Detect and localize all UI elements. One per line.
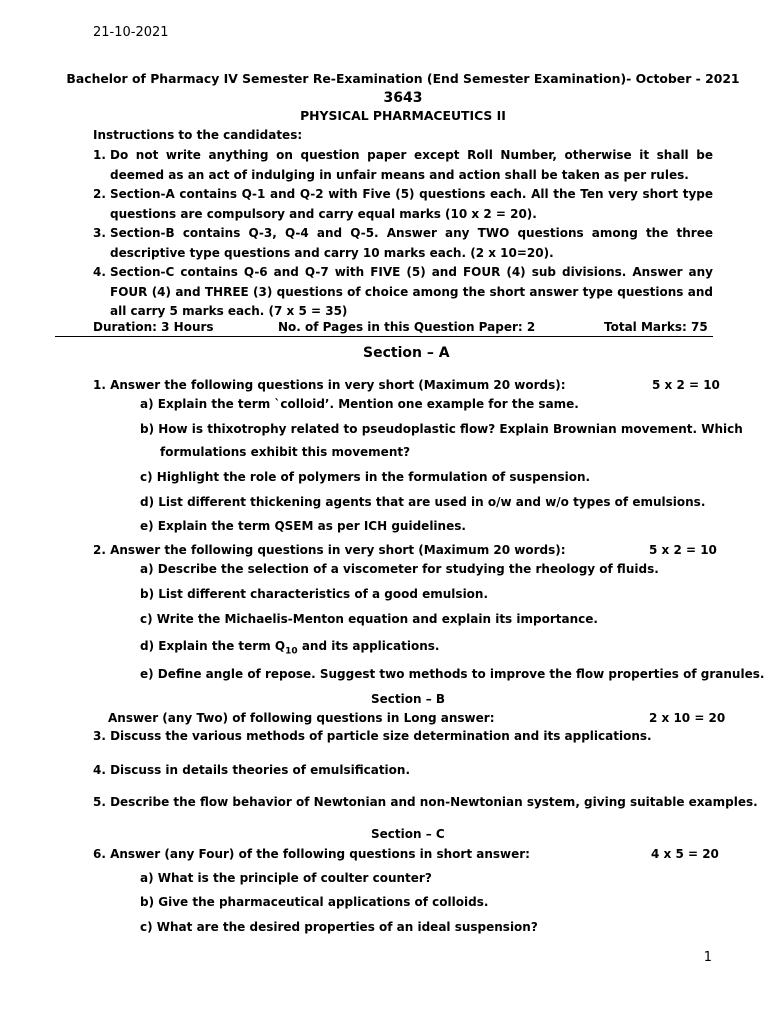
question-5: 5. Describe the flow behavior of Newtonian and non-Newtonian system, giving suitable examples. xyxy=(93,795,758,809)
instruction-number: 4. xyxy=(93,265,106,279)
instruction-text: Do not write anything on question paper except Roll Number, otherwise it shall be deemed as an act of indulging in unfair means and action shall be taken as per rules. xyxy=(110,148,713,182)
q2-a: a) Describe the selection of a viscometer for studying the rheology of fluids. xyxy=(140,562,659,576)
instruction-2 xyxy=(93,185,713,224)
page-number: 1 xyxy=(703,950,712,965)
instruction-number: 2. xyxy=(93,187,106,201)
question-1-marks: 5 x 2 = 10 xyxy=(652,378,720,392)
question-1: 1. Answer the following questions in very short (Maximum 20 words): xyxy=(93,378,566,392)
page-count: No. of Pages in this Question Paper: 2 xyxy=(278,320,536,334)
question-2: 2. Answer the following questions in very short (Maximum 20 words): xyxy=(93,543,566,557)
subject-title: PHYSICAL PHARMACEUTICS II xyxy=(300,108,506,123)
q2-e: e) Define angle of repose. Suggest two methods to improve the flow properties of granules. xyxy=(140,667,765,681)
question-3: 3. Discuss the various methods of particle size determination and its applications. xyxy=(93,729,652,743)
question-4: 4. Discuss in details theories of emulsification. xyxy=(93,763,411,777)
q2-d xyxy=(140,639,439,656)
total-marks: Total Marks: 75 xyxy=(604,320,708,334)
header-divider xyxy=(55,336,713,337)
instruction-text: Section-B contains Q-3, Q-4 and Q-5. Answer any TWO questions among the three descriptive type questions and carry 10 marks each. (2 x 10=20). xyxy=(110,226,713,260)
q1-c: c) Highlight the role of polymers in the formulation of suspension. xyxy=(140,470,591,484)
q1-b-line1: b) How is thixotrophy related to pseudoplastic flow? Explain Brownian movement. Which xyxy=(140,422,743,436)
instruction-number: 3. xyxy=(93,226,106,240)
q1-e: e) Explain the term QSEM as per ICH guidelines. xyxy=(140,519,466,533)
instructions-heading: Instructions to the candidates: xyxy=(93,128,303,142)
section-c-title: Section – C xyxy=(371,827,445,841)
instruction-3 xyxy=(93,224,713,263)
question-6-marks: 4 x 5 = 20 xyxy=(651,847,719,861)
question-2-marks: 5 x 2 = 10 xyxy=(649,543,717,557)
q6-c: c) What are the desired properties of an ideal suspension? xyxy=(140,920,538,934)
instruction-1 xyxy=(93,146,713,185)
duration: Duration: 3 Hours xyxy=(93,320,214,334)
q2-c: c) Write the Michaelis-Menton equation and explain its importance. xyxy=(140,612,598,626)
exam-title: Bachelor of Pharmacy IV Semester Re-Examination (End Semester Examination)- October - 2021 xyxy=(66,71,740,86)
section-a-title: Section – A xyxy=(363,345,450,361)
section-b-title: Section – B xyxy=(371,692,446,706)
q1-b-line2: formulations exhibit this movement? xyxy=(160,445,411,459)
q2-d-text: d) Explain the term Q xyxy=(140,639,286,653)
q1-d: d) List different thickening agents that are used in o/w and w/o types of emulsions. xyxy=(140,495,706,509)
paper-code: 3643 xyxy=(383,90,423,106)
instruction-text: Section-C contains Q-6 and Q-7 with FIVE (5) and FOUR (4) sub divisions. Answer any FOUR (4) and THREE (3) questions of choice among the short answer type questions and all carry 5 marks each. (7 x 5 = 35) xyxy=(110,265,713,318)
q2-d-text-end: and its applications. xyxy=(297,639,440,653)
instruction-number: 1. xyxy=(93,148,106,162)
section-b-marks: 2 x 10 = 20 xyxy=(649,711,726,725)
instruction-text: Section-A contains Q-1 and Q-2 with Five (5) questions each. All the Ten very short type questions are compulsory and carry equal marks (10 x 2 = 20). xyxy=(110,187,713,221)
question-6: 6. Answer (any Four) of the following questions in short answer: xyxy=(93,847,530,861)
q2-b: b) List different characteristics of a good emulsion. xyxy=(140,587,489,601)
q2-d-subscript: 10 xyxy=(285,646,298,657)
exam-date: 21-10-2021 xyxy=(93,25,169,40)
q6-a: a) What is the principle of coulter counter? xyxy=(140,871,432,885)
section-b-instruction: Answer (any Two) of following questions in Long answer: xyxy=(108,711,495,725)
instruction-4 xyxy=(93,263,713,322)
q6-b: b) Give the pharmaceutical applications of colloids. xyxy=(140,895,489,909)
q1-a: a) Explain the term `colloid’. Mention one example for the same. xyxy=(140,397,579,411)
